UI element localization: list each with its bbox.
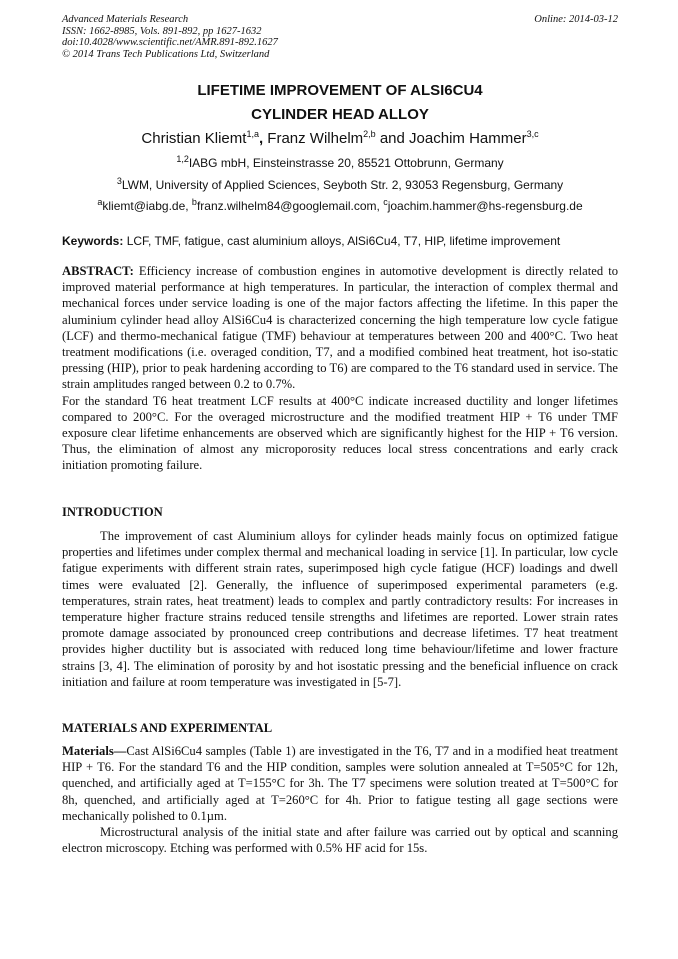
paper-title-line-2: CYLINDER HEAD ALLOY bbox=[251, 106, 429, 123]
introduction-section bbox=[62, 528, 618, 690]
author-separator-1: , bbox=[258, 130, 268, 147]
affiliation-1 bbox=[62, 156, 618, 170]
abstract-paragraph-1 bbox=[62, 263, 618, 393]
email-line bbox=[62, 199, 618, 213]
author-2: Franz Wilhelm bbox=[267, 130, 364, 147]
journal-name: Advanced Materials Research bbox=[62, 14, 189, 25]
abstract-label: ABSTRACT: bbox=[62, 264, 134, 278]
keywords-text: LCF, TMF, fatigue, cast aluminium alloys, AlSi6Cu4, T7, HIP, lifetime improvement bbox=[123, 234, 561, 248]
keywords-label: Keywords: bbox=[62, 234, 124, 248]
author-1: Christian Kliemt bbox=[141, 130, 247, 147]
materials-text-1: Cast AlSi6Cu4 samples (Table 1) are investigated in the T6, T7 and in a modified heat treatment HIP + T6. For the standard T6 and the HIP condition, samples were solution annealed at T=505°C for 12h, quenched, and artificially aged at T=155°C for 3h. The T7 specimens were solution treated at T=500°C for 8h, quenched, and artificially aged at T=260°C for 4h. Prior to fatigue testing all gage sections were mechanically polished to 0.1µm. bbox=[62, 744, 618, 823]
copyright-line: © 2014 Trans Tech Publications Ltd, Switzerland bbox=[62, 48, 270, 60]
materials-label: Materials— bbox=[62, 744, 127, 758]
introduction-heading: INTRODUCTION bbox=[62, 505, 163, 519]
materials-section bbox=[62, 743, 618, 856]
author-3-sup: 3,c bbox=[526, 129, 539, 139]
email-c-sup: c bbox=[383, 197, 388, 207]
paper-title-line-1: LIFETIME IMPROVEMENT OF ALSI6CU4 bbox=[197, 82, 483, 99]
email-b[interactable]: franz.wilhelm84@googlemail.com, bbox=[196, 199, 384, 213]
keywords bbox=[62, 234, 618, 248]
issn-line: ISSN: 1662-8985, Vols. 891-892, pp 1627-1632 bbox=[62, 25, 262, 37]
affiliation-2-text: LWM, University of Applied Sciences, Seyboth Str. 2, 93053 Regensburg, Germany bbox=[121, 178, 564, 192]
materials-paragraph-2: Microstructural analysis of the initial state and after failure was carried out by optical and scanning electron microscopy. Etching was performed with 0.5% HF acid for 15s. bbox=[62, 825, 618, 856]
author-list bbox=[62, 130, 618, 147]
abstract-text-1: Efficiency increase of combustion engines in automotive development is directly related to improved material performance at high temperatures. In particular, the interaction of complex thermal and mechanical forces under service loading is one of the major factors affecting the lifetime. In this paper the aluminium cylinder head alloy AlSi6Cu4 is characterized concerning the high temperature low cycle fatigue (LCF) and thermo-mechanical fatigue (TMF) behaviour at temperatures between 200 and 400°C. Two heat treatment modifications (i.e. overaged condition, T7, and a modified combined heat treatment, hot iso-static pressing (HIP), prior to peak hardening according to T6) are compared to the T6 standard used in service. The strain amplitudes ranged between 0.2 to 0.7%. bbox=[62, 264, 618, 392]
email-c[interactable]: joachim.hammer@hs-regensburg.de bbox=[387, 199, 583, 213]
email-b-sup: b bbox=[191, 197, 197, 207]
affiliation-1-text: IABG mbH, Einsteinstrasse 20, 85521 Ottobrunn, Germany bbox=[188, 156, 504, 170]
author-separator-2: and bbox=[375, 130, 410, 147]
affiliation-1-sup: 1,2 bbox=[176, 154, 189, 164]
introduction-paragraph: The improvement of cast Aluminium alloys for cylinder heads mainly focus on optimized fatigue properties and lifetimes under complex thermal and mechanical loading in service [1]. In particular, low cycle fatigue experiments with different strain rates, superimposed high cycle fatigue (HCF) loadings and dwell times were evaluated [2]. Generally, the influence of superimposed experimental parameters (e.g. temperatures, strain rates, heat treatment) leads to complex and partly contradictory results: For increases in temperature higher fracture strains reduced tensile strengths and lifetimes are reported. Lower strain rates promote damage associated by pronounced creep contributions and decrease lifetimes. T7 heat treatment provides higher ductility but is associated with reduced long time behaviour/lifetime and lower fracture strains [3, 4]. The elimination of porosity by and hot isostatic pressing and the beneficial influence on crack initiation and failure at room temperature was investigated in [5-7]. bbox=[62, 529, 618, 689]
author-1-sup: 1,a bbox=[246, 129, 259, 139]
abstract bbox=[62, 263, 618, 474]
email-a-sup: a bbox=[97, 197, 103, 207]
abstract-paragraph-2: For the standard T6 heat treatment LCF results at 400°C indicate increased ductility and longer lifetimes compared to 200°C. For the overaged microstructure and the modified treatment HIP + T6 under TMF exposure clear lifetime enhancements are observed which are significantly highest for the HIP + T6 version. Thus, the elimination of almost any microporosity reduces local stress concentrations and early crack initiation promoting failure. bbox=[62, 393, 618, 473]
affiliation-2-sup: 3 bbox=[116, 176, 122, 186]
author-3: Joachim Hammer bbox=[409, 130, 527, 147]
online-date: Online: 2014-03-12 bbox=[534, 14, 618, 25]
doi-line: doi:10.4028/www.scientific.net/AMR.891-892.1627 bbox=[62, 37, 278, 48]
email-a[interactable]: kliemt@iabg.de, bbox=[102, 199, 192, 213]
affiliation-2 bbox=[62, 178, 618, 192]
materials-heading: MATERIALS AND EXPERIMENTAL bbox=[62, 721, 273, 735]
author-2-sup: 2,b bbox=[363, 129, 376, 139]
materials-paragraph-1 bbox=[62, 743, 618, 824]
journal-header bbox=[62, 14, 618, 60]
